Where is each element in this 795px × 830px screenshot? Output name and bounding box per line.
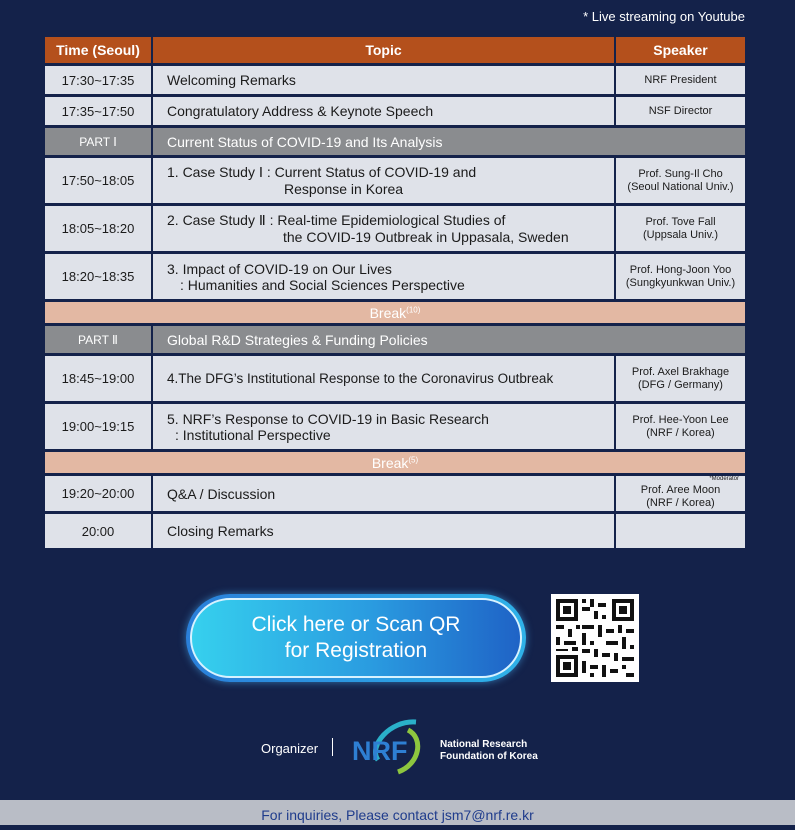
row-topic (153, 254, 616, 299)
table-row (45, 356, 745, 401)
header-speaker: Speaker (616, 37, 745, 63)
header-topic: Topic (153, 37, 616, 63)
row-topic: Welcoming Remarks (153, 66, 616, 94)
part-label: PART Ⅱ (45, 326, 153, 353)
row-speaker (616, 356, 745, 401)
topic-line: : Institutional Perspective (175, 426, 331, 443)
registration-button-frame[interactable] (186, 594, 526, 682)
row-time: 17:30~17:35 (45, 66, 153, 94)
speaker-affiliation: (NRF / Korea) (646, 496, 715, 509)
topic-line: : Humanities and Social Sciences Perspective (180, 276, 465, 293)
row-topic: Congratulatory Address & Keynote Speech (153, 97, 616, 125)
row-time: 20:00 (45, 514, 153, 548)
row-time: 17:50~18:05 (45, 158, 153, 203)
moderator-note: *Moderator (709, 476, 739, 482)
speaker-name: Prof. Tove Fall (645, 215, 716, 228)
break-label (45, 302, 745, 323)
organizer-name-line-2: Foundation of Korea (440, 751, 538, 762)
table-header (45, 37, 745, 63)
schedule-table (45, 34, 745, 551)
break-row (45, 452, 745, 473)
row-speaker: NRF President (616, 66, 745, 94)
row-time: 19:20~20:00 (45, 476, 153, 511)
organizer-label: Organizer (261, 741, 319, 756)
live-streaming-note: * Live streaming on Youtube (583, 9, 745, 24)
nrf-logo (350, 716, 436, 776)
row-time: 18:20~18:35 (45, 254, 153, 299)
registration-qr-code[interactable] (551, 594, 639, 682)
row-topic (153, 206, 616, 251)
organizer-name-line-1: National Research (440, 739, 528, 750)
table-row (45, 404, 745, 449)
topic-line: Response in Korea (284, 181, 404, 197)
row-time: 18:45~19:00 (45, 356, 153, 401)
speaker-name: Prof. Sung-Il Cho (638, 167, 723, 180)
speaker-name: Prof. Hee-Yoon Lee (632, 413, 729, 426)
topic-line: 2. Case Study Ⅱ : Real-time Epidemiological Studies of (167, 212, 506, 228)
row-topic: Q&A / Discussion (153, 476, 616, 511)
row-topic (153, 158, 616, 203)
row-time: 17:35~17:50 (45, 97, 153, 125)
row-speaker (616, 206, 745, 251)
speaker-affiliation: (Sungkyunkwan Univ.) (625, 276, 736, 289)
contact-footer[interactable]: For inquiries, Please contact jsm7@nrf.re.kr (0, 800, 795, 825)
break-row (45, 302, 745, 323)
table-row (45, 254, 745, 299)
speaker-affiliation: (Uppsala Univ.) (643, 228, 718, 241)
break-text: Break (369, 304, 407, 321)
part-title: Current Status of COVID-19 and Its Analysis (153, 128, 745, 155)
part-label: PART Ⅰ (45, 128, 153, 155)
logo-text: NRF (352, 736, 408, 766)
topic-line: 1. Case Study Ⅰ : Current Status of COVID-19 and (167, 164, 477, 180)
break-label (45, 452, 745, 473)
table-row (45, 476, 745, 511)
table-row (45, 66, 745, 94)
organizer-divider (332, 738, 333, 756)
table-row (45, 514, 745, 548)
row-speaker (616, 254, 745, 299)
row-speaker (616, 476, 745, 511)
speaker-affiliation: (DFG / Germany) (638, 378, 723, 391)
row-speaker: NSF Director (616, 97, 745, 125)
row-speaker-empty (616, 514, 745, 548)
speaker-name: Prof. Aree Moon (640, 483, 721, 496)
row-topic: 4.The DFG’s Institutional Response to the Coronavirus Outbreak (153, 356, 616, 401)
row-speaker (616, 158, 745, 203)
topic-line: the COVID-19 Outbreak in Uppasala, Sweden (283, 229, 569, 245)
topic-line: 3. Impact of COVID-19 on Our Lives (167, 260, 392, 277)
row-speaker (616, 404, 745, 449)
speaker-name: Prof. Hong-Joon Yoo (629, 263, 732, 276)
part-title: Global R&D Strategies & Funding Policies (153, 326, 745, 353)
organizer-name (440, 739, 538, 763)
break-text: Break (371, 454, 409, 471)
registration-button[interactable] (190, 598, 522, 678)
speaker-affiliation: (NRF / Korea) (646, 426, 715, 439)
header-time: Time (Seoul) (45, 37, 153, 63)
qr-code-icon (551, 594, 639, 682)
part-two-row (45, 326, 745, 353)
table-row (45, 158, 745, 203)
registration-line-1: Click here or Scan QR (251, 613, 461, 636)
row-topic: Closing Remarks (153, 514, 616, 548)
row-topic (153, 404, 616, 449)
break-duration: (10) (406, 304, 421, 314)
break-duration: (5) (408, 454, 419, 464)
registration-line-2: for Registration (284, 639, 428, 662)
row-time: 18:05~18:20 (45, 206, 153, 251)
row-time: 19:00~19:15 (45, 404, 153, 449)
speaker-affiliation: (Seoul National Univ.) (627, 180, 734, 193)
speaker-name: Prof. Axel Brakhage (631, 365, 730, 378)
table-row (45, 206, 745, 251)
part-one-row (45, 128, 745, 155)
topic-line: 5. NRF’s Response to COVID-19 in Basic Research (167, 410, 489, 427)
table-row (45, 97, 745, 125)
